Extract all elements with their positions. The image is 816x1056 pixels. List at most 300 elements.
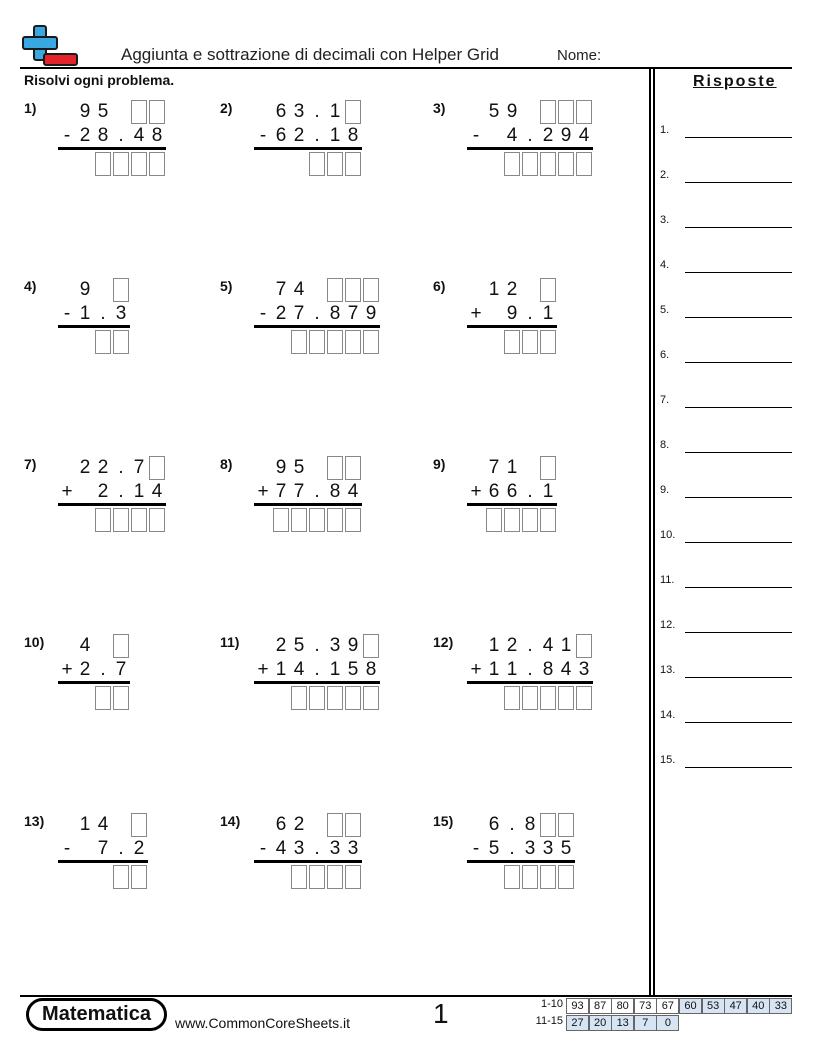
problem [220,100,420,200]
digit: 8 [329,303,341,324]
digit: 7 [97,838,109,859]
result-box-row [254,330,380,354]
answer-digit-box[interactable] [558,152,574,176]
helper-zero-box[interactable] [113,278,129,302]
problem [24,456,224,556]
helper-zero-box[interactable] [131,813,147,837]
answer-number: 12. [660,619,676,631]
digit: 5 [488,838,500,859]
score-key-cell: 0 [656,1015,679,1031]
sum-bar [467,325,557,328]
result-box-row [58,330,130,354]
answer-digit-box[interactable] [95,152,111,176]
decimal-point: . [314,303,320,324]
answer-number: 10. [660,529,676,541]
helper-zero-box[interactable] [576,634,592,658]
score-key-cell: 87 [589,998,612,1014]
answer-digit-box[interactable] [309,865,325,889]
helper-zero-box[interactable] [576,100,592,124]
answer-digit-box[interactable] [363,330,379,354]
answer-number: 7. [660,394,670,406]
score-key-label: 11-15 [535,1015,563,1027]
answer-digit-box[interactable] [131,152,147,176]
digit: 8 [97,125,109,146]
digit: 1 [542,303,554,324]
answer-digit-box[interactable] [504,508,520,532]
decimal-point: . [118,457,124,478]
digit: 3 [329,635,341,656]
answer-number: 13. [660,664,676,676]
result-box-row [467,686,593,710]
digit: 4 [542,635,554,656]
answer-digit-box[interactable] [291,865,307,889]
digit: 3 [542,838,554,859]
minus-sign: - [259,125,267,146]
answer-digit-box[interactable] [309,330,325,354]
digit: 8 [347,125,359,146]
answer-digit-box[interactable] [522,152,538,176]
helper-zero-box[interactable] [558,813,574,837]
result-box-row [467,152,593,176]
helper-zero-box[interactable] [558,100,574,124]
helper-zero-box[interactable] [540,456,556,480]
helper-zero-box[interactable] [149,456,165,480]
answer-digit-box[interactable] [504,152,520,176]
answer-digit-box[interactable] [113,152,129,176]
answer-digit-box[interactable] [540,686,556,710]
helper-zero-box[interactable] [345,456,361,480]
digit: 3 [293,101,305,122]
helper-zero-box[interactable] [327,278,343,302]
footer-divider [20,995,792,997]
digit: 9 [365,303,377,324]
problem [24,278,224,378]
answer-blank-line[interactable] [685,317,792,318]
score-key-cell: 20 [589,1015,612,1031]
digit: 2 [133,838,145,859]
answer-blank-line[interactable] [685,677,792,678]
digit: 4 [97,814,109,835]
score-key-cell: 47 [724,998,747,1014]
helper-zero-box[interactable] [540,278,556,302]
plus-sign: + [61,481,73,502]
digit: 4 [560,659,572,680]
answer-digit-box[interactable] [522,330,538,354]
problem [24,100,224,200]
answer-digit-box[interactable] [522,865,538,889]
answer-digit-box[interactable] [327,865,343,889]
problem [433,278,633,378]
digit: 2 [275,303,287,324]
digit: 4 [275,838,287,859]
digit: 7 [133,457,145,478]
answer-digit-box[interactable] [345,330,361,354]
answer-number: 5. [660,304,670,316]
digit: 6 [488,814,500,835]
answer-digit-box[interactable] [113,686,129,710]
result-box-row [467,508,557,532]
result-box-row [58,152,166,176]
score-key-cell: 40 [747,998,770,1014]
helper-zero-box[interactable] [113,634,129,658]
problem-number: 14) [220,813,241,829]
answer-digit-box[interactable] [327,508,343,532]
digit: 4 [347,481,359,502]
digit: 3 [329,838,341,859]
digit: 5 [347,659,359,680]
answer-blank-line[interactable] [685,137,792,138]
digit: 2 [97,481,109,502]
digit: 1 [329,125,341,146]
problem-number: 5) [220,278,233,294]
answer-digit-box[interactable] [345,152,361,176]
subject-badge: Matematica [26,998,167,1031]
answer-digit-box[interactable] [345,508,361,532]
answer-digit-box[interactable] [95,330,111,354]
digit: 1 [506,659,518,680]
answer-blank-line[interactable] [685,587,792,588]
problem-number: 7) [24,456,37,472]
answer-number: 11. [660,574,675,586]
top-operand [58,634,130,658]
answer-row [660,124,794,140]
answer-blank-line[interactable] [685,362,792,363]
site-url[interactable]: www.CommonCoreSheets.it [175,1015,351,1031]
answer-row [660,664,794,680]
digit: 2 [79,659,91,680]
answer-number: 6. [660,349,670,361]
answer-blank-line[interactable] [685,497,792,498]
digit: 9 [347,635,359,656]
sum-bar [254,681,380,684]
answer-blank-line[interactable] [685,722,792,723]
minus-sign: - [259,838,267,859]
answer-digit-box[interactable] [131,508,147,532]
digit: 1 [329,659,341,680]
digit: 8 [151,125,163,146]
header-divider [20,67,792,69]
answer-digit-box[interactable] [327,686,343,710]
problem-number: 4) [24,278,37,294]
answer-digit-box[interactable] [149,508,165,532]
helper-zero-box[interactable] [363,278,379,302]
minus-sign: - [259,303,267,324]
answer-digit-box[interactable] [309,508,325,532]
problem-number: 8) [220,456,233,472]
digit: 9 [79,101,91,122]
score-key-cell: 93 [566,998,589,1014]
digit: 6 [506,481,518,502]
digit: 2 [293,125,305,146]
problem [220,278,420,378]
digit: 8 [542,659,554,680]
answer-digit-box[interactable] [309,152,325,176]
score-key-label: 1-10 [540,998,563,1010]
problem-number: 12) [433,634,454,650]
result-box-row [254,865,362,889]
problem-number: 9) [433,456,446,472]
bottom-operand [58,302,130,326]
answer-row [660,349,794,365]
problem-number: 6) [433,278,446,294]
sum-bar [58,860,148,863]
digit: 5 [97,101,109,122]
answer-digit-box[interactable] [291,330,307,354]
answer-digit-box[interactable] [113,330,129,354]
problem [433,456,633,556]
digit: 9 [506,101,518,122]
answer-row [660,439,794,455]
digit: 1 [488,635,500,656]
sum-bar [254,325,380,328]
top-operand [467,456,557,480]
decimal-point: . [509,814,515,835]
decimal-point: . [118,838,124,859]
top-operand [467,278,557,302]
answer-digit-box[interactable] [95,508,111,532]
answer-digit-box[interactable] [113,865,129,889]
decimal-point: . [314,125,320,146]
digit: 2 [275,635,287,656]
bottom-operand [467,302,557,326]
digit: 7 [275,481,287,502]
answer-digit-box[interactable] [486,508,502,532]
bottom-operand [254,480,362,504]
sum-bar [467,147,593,150]
bottom-operand [467,480,557,504]
answer-blank-line[interactable] [685,272,792,273]
answer-digit-box[interactable] [540,508,556,532]
digit: 2 [293,814,305,835]
digit: 2 [97,457,109,478]
bottom-operand [58,124,166,148]
problem [433,813,633,913]
digit: 1 [488,279,500,300]
digit: 6 [275,125,287,146]
minus-sign: - [63,125,71,146]
digit: 1 [542,481,554,502]
digit: 5 [488,101,500,122]
digit: 8 [329,481,341,502]
problem [220,456,420,556]
answer-digit-box[interactable] [363,686,379,710]
digit: 6 [488,481,500,502]
answer-number: 9. [660,484,670,496]
answer-row [660,214,794,230]
decimal-point: . [509,838,515,859]
bottom-operand [467,124,593,148]
answer-digit-box[interactable] [95,686,111,710]
answer-digit-box[interactable] [504,330,520,354]
score-key-cell: 33 [769,998,792,1014]
decimal-point: . [118,481,124,502]
score-key-cell: 13 [611,1015,634,1031]
bottom-operand [254,302,380,326]
problem [433,100,633,200]
page-number: 1 [433,998,449,1029]
helper-zero-box[interactable] [540,813,556,837]
sum-bar [58,325,130,328]
digit: 1 [506,457,518,478]
score-key-cell: 7 [634,1015,657,1031]
bottom-operand [254,124,362,148]
problem-number: 3) [433,100,446,116]
answer-digit-box[interactable] [504,686,520,710]
problem-number: 2) [220,100,233,116]
decimal-point: . [100,659,106,680]
answer-digit-box[interactable] [273,508,289,532]
plus-minus-logo-icon [20,24,80,68]
digit: 1 [275,659,287,680]
top-operand [58,456,166,480]
digit: 8 [365,659,377,680]
answer-blank-line[interactable] [685,227,792,228]
top-operand [254,278,380,302]
sum-bar [254,503,362,506]
result-box-row [254,686,380,710]
score-key-cell: 27 [566,1015,589,1031]
result-box-row [254,508,362,532]
digit: 2 [506,279,518,300]
digit: 1 [560,635,572,656]
helper-zero-box[interactable] [327,813,343,837]
digit: 6 [275,814,287,835]
digit: 2 [542,125,554,146]
sum-bar [254,860,362,863]
digit: 5 [293,635,305,656]
digit: 3 [347,838,359,859]
digit: 4 [133,125,145,146]
top-operand [467,100,593,124]
helper-zero-box[interactable] [540,100,556,124]
digit: 1 [79,814,91,835]
answer-digit-box[interactable] [522,508,538,532]
answer-blank-line[interactable] [685,407,792,408]
helper-zero-box[interactable] [345,278,361,302]
answer-digit-box[interactable] [576,686,592,710]
problem [220,813,420,913]
worksheet-title: Aggiunta e sottrazione di decimali con Helper Grid [121,45,499,64]
digit: 9 [79,279,91,300]
answer-column-divider [649,67,651,997]
digit: 2 [506,635,518,656]
answer-row [660,754,794,770]
answer-digit-box[interactable] [149,152,165,176]
answer-number: 4. [660,259,670,271]
answer-digit-box[interactable] [576,152,592,176]
digit: 1 [329,101,341,122]
helper-zero-box[interactable] [327,456,343,480]
answer-blank-line[interactable] [685,542,792,543]
digit: 1 [79,303,91,324]
helper-zero-box[interactable] [345,813,361,837]
answer-digit-box[interactable] [522,686,538,710]
answer-digit-box[interactable] [309,686,325,710]
answer-digit-box[interactable] [345,686,361,710]
result-box-row [58,508,166,532]
answer-digit-box[interactable] [327,152,343,176]
sum-bar [58,681,130,684]
helper-zero-box[interactable] [131,100,147,124]
problem-number: 15) [433,813,454,829]
answer-digit-box[interactable] [504,865,520,889]
problem [24,634,224,734]
answer-digit-box[interactable] [540,865,556,889]
answers-title: Risposte [693,73,777,90]
answer-blank-line[interactable] [685,452,792,453]
answer-blank-line[interactable] [685,182,792,183]
top-operand [467,813,575,837]
sum-bar [58,503,166,506]
decimal-point: . [527,303,533,324]
minus-sign: - [63,303,71,324]
plus-sign: + [257,481,269,502]
top-operand [467,634,593,658]
result-box-row [58,686,130,710]
sum-bar [467,860,575,863]
digit: 4 [578,125,590,146]
score-key-cell: 73 [634,998,657,1014]
sum-bar [254,147,362,150]
plus-sign: + [470,303,482,324]
answer-digit-box[interactable] [540,152,556,176]
answer-digit-box[interactable] [558,865,574,889]
decimal-point: . [314,838,320,859]
plus-sign: + [470,481,482,502]
bottom-operand [467,837,575,861]
answer-digit-box[interactable] [113,508,129,532]
score-key-cell: 67 [656,998,679,1014]
answer-digit-box[interactable] [131,865,147,889]
answer-digit-box[interactable] [540,330,556,354]
top-operand [58,278,130,302]
helper-zero-box[interactable] [363,634,379,658]
answer-digit-box[interactable] [291,686,307,710]
decimal-point: . [527,481,533,502]
digit: 7 [293,303,305,324]
score-key-cell: 53 [702,998,725,1014]
decimal-point: . [314,635,320,656]
answer-digit-box[interactable] [558,686,574,710]
answer-digit-box[interactable] [327,330,343,354]
top-operand [58,100,166,124]
digit: 7 [488,457,500,478]
answer-column-divider [653,67,655,997]
answer-row [660,259,794,275]
digit: 7 [115,659,127,680]
answer-digit-box[interactable] [345,865,361,889]
answer-digit-box[interactable] [291,508,307,532]
digit: 1 [133,481,145,502]
answer-row [660,484,794,500]
bottom-operand [58,658,130,682]
digit: 6 [275,101,287,122]
answer-blank-line[interactable] [685,767,792,768]
answer-number: 8. [660,439,670,451]
helper-zero-box[interactable] [149,100,165,124]
top-operand [254,100,362,124]
top-operand [254,634,380,658]
answer-row [660,574,794,590]
sum-bar [58,147,166,150]
helper-zero-box[interactable] [345,100,361,124]
answer-blank-line[interactable] [685,632,792,633]
digit: 1 [488,659,500,680]
decimal-point: . [118,125,124,146]
digit: 9 [560,125,572,146]
problem [24,813,224,913]
problem-number: 10) [24,634,45,650]
